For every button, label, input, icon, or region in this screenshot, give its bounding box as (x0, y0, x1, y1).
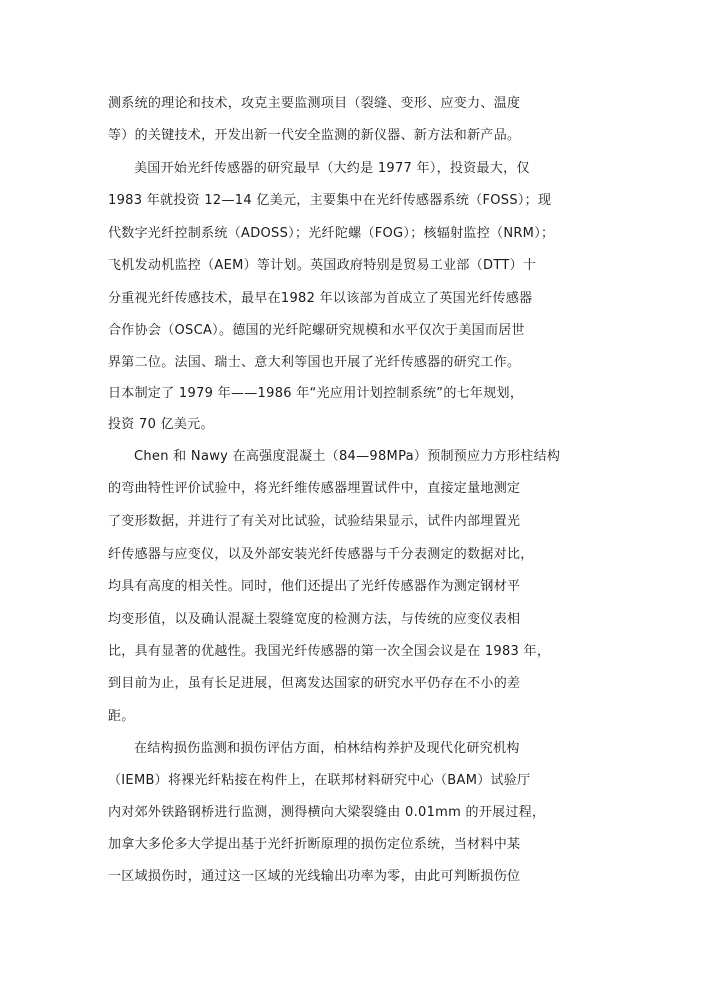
text-line: 代数字光纤控制系统（ADOSS）；光纤陀螺（FOG）；核辐射监控（NRM）； (108, 226, 555, 241)
text-line: 了变形数据，并进行了有关对比试验，试验结果显示，试件内部埋置光 (108, 514, 521, 529)
text-line: 内对郊外铁路钢桥进行监测，测得横向大梁裂缝由 0.01mm 的开展过程， (108, 805, 546, 820)
text-line: 均具有高度的相关性。同时，他们还提出了光纤传感器作为测定钢材平 (108, 579, 521, 594)
text-line: 比，具有显著的优越性。我国光纤传感器的第一次全国会议是在 1983 年， (108, 644, 551, 659)
text-line: 均变形值，以及确认混凝土裂缝宽度的检测方法，与传统的应变仪表相 (108, 612, 521, 627)
text-line: 界第二位。法国、瑞士、意大利等国也开展了光纤传感器的研究工作。 (108, 355, 521, 370)
text-line: 在结构损伤监测和损伤评估方面，柏林结构养护及现代化研究机构 (134, 741, 520, 756)
text-line: 的弯曲特性评价试验中，将光纤维传感器埋置试件中，直接定量地测定 (108, 481, 521, 496)
text-line: Chen 和 Nawy 在高强度混凝土（84—98MPa）预制预应力方形柱结构 (134, 449, 561, 464)
text-line: 距。 (108, 709, 135, 724)
text-line: 飞机发动机监控（AEM）等计划。英国政府特别是贸易工业部（DTT）十 (108, 258, 537, 273)
text-line: 到目前为止，虽有长足进展，但离发达国家的研究水平仍存在不小的差 (108, 676, 521, 691)
text-line: 分重视光纤传感技术，最早在1982 年以该部为首成立了英国光纤传感器 (108, 291, 533, 306)
text-line: 一区域损伤时，通过这一区域的光线输出功率为零，由此可判断损伤位 (108, 869, 521, 884)
text-line: 日本制定了 1979 年——1986 年“光应用计划控制系统”的七年规划， (108, 386, 524, 401)
text-line: 测系统的理论和技术，攻克主要监测项目（裂缝、变形、应变力、温度 (108, 96, 521, 111)
text-line: 美国开始光纤传感器的研究最早（大约是 1977 年），投资最大，仅 (134, 161, 530, 176)
text-line: 投资 70 亿美元。 (108, 417, 214, 432)
text-line: 纤传感器与应变仪，以及外部安装光纤传感器与千分表测定的数据对比， (108, 547, 534, 562)
text-line: （IEMB）将裸光纤粘接在构件上，在联邦材料研究中心（BAM）试验厅 (108, 773, 531, 788)
text-line: 合作协会（OSCA）。德国的光纤陀螺研究规模和水平仅次于美国而居世 (108, 323, 525, 338)
text-line: 加拿大多伦多大学提出基于光纤折断原理的损伤定位系统，当材料中某 (108, 837, 521, 852)
text-line: 1983 年就投资 12—14 亿美元，主要集中在光纤传感器系统（FOSS）；现 (108, 193, 552, 208)
text-line: 等）的关键技术，开发出新一代安全监测的新仪器、新方法和新产品。 (108, 128, 521, 143)
